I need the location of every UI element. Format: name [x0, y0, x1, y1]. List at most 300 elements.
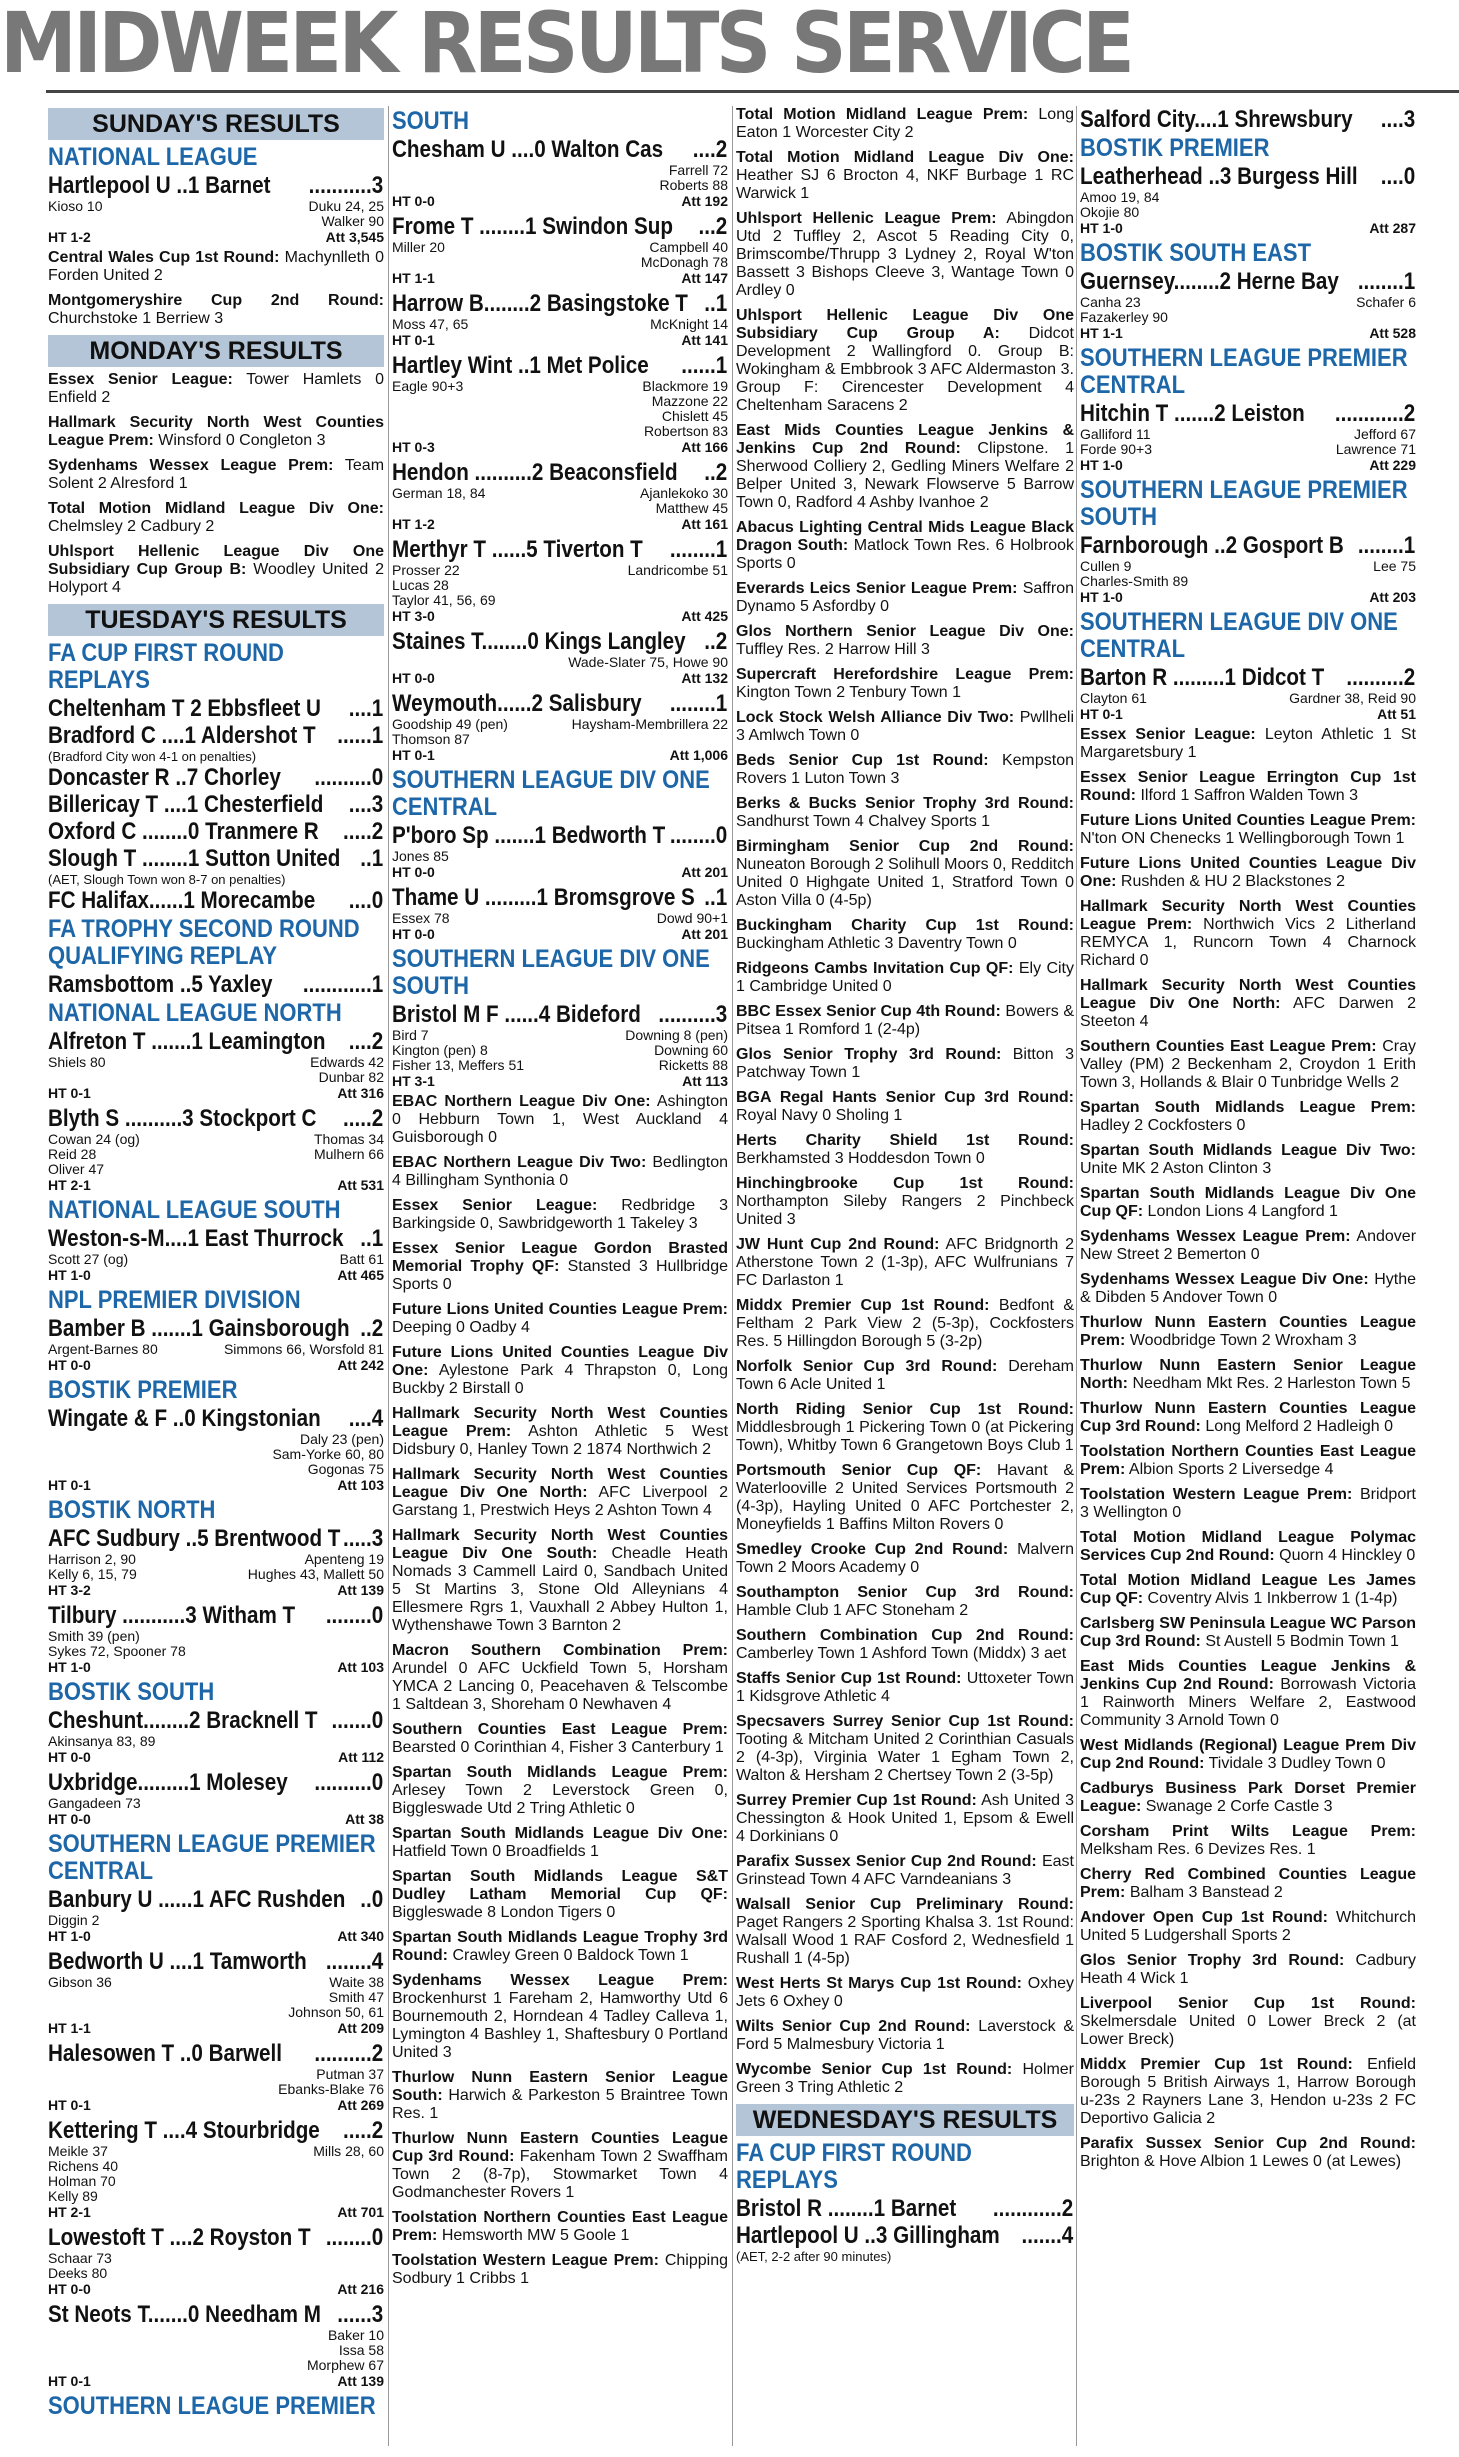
competition-result-text: Berkhamsted 3 Hoddesdon Town 0: [736, 1150, 985, 1167]
competition-result-text: Whitchurch United 5 Ludgershall Sports 2: [1080, 1909, 1416, 1944]
competition-result-text: Ashington 0 Hebburn Town 1, West Auckland 4 Guisborough 0: [392, 1093, 728, 1146]
attendance: Att 147: [681, 270, 728, 286]
home-scorers: Goodship 49 (pen) Thomson 87: [392, 716, 508, 747]
match-score-right: ....4: [348, 1405, 384, 1432]
competition-result-text: N'ton ON Chenecks 1 Wellingborough Town 1: [1080, 830, 1405, 847]
match-score-line: [48, 1707, 383, 1734]
competition-heading: BOSTIK PREMIER: [1080, 134, 1270, 162]
competition-result-text: Buckingham Athletic 3 Daventry Town 0: [736, 935, 1017, 952]
competition-result-text: East Grinstead Town 4 AFC Varndeanians 3: [736, 1853, 1074, 1888]
half-time: HT 0-0: [48, 1749, 91, 1765]
competition-name: Macron Southern Combination Prem:: [392, 1642, 728, 1659]
home-scorers: Gibson 36: [48, 1974, 112, 1990]
competition-results: [736, 917, 1074, 953]
competition-name: Uhlsport Hellenic League Prem:: [736, 210, 997, 227]
match-score-line: [392, 690, 727, 717]
goal-scorers: [392, 379, 728, 439]
competition-result-text: Brockenhurst 1 Fareham 2, Hamworthy Utd 6 Bournemouth 2, Horndean 4 Tadley Calleva 1, Lymington 4 Bashley 1, Shaftesbury 0 Portland United 3: [392, 1990, 728, 2061]
match-score-left: Hendon ..........2 Beaconsfield: [392, 459, 678, 486]
home-scorers: Gangadeen 73: [48, 1795, 141, 1811]
competition-name: Hallmark Security North West Counties League Div One North:: [1080, 977, 1416, 1012]
match-score-right: ........1: [669, 536, 728, 563]
half-time: HT 0-0: [48, 1811, 91, 1827]
away-scorers: Waite 38 Smith 47 Johnson 50, 61: [288, 1974, 384, 2020]
competition-result-text: Hythe & Dibden 5 Andover Town 0: [1080, 1271, 1416, 1306]
competition-result-text: Bowers & Pitsea 1 Romford 1 (2-4p): [736, 1003, 1074, 1038]
competition-results: [1080, 1952, 1416, 1988]
competition-heading: SOUTHERN LEAGUE PREMIER CENTRAL: [1080, 344, 1408, 399]
competition-name: West Herts St Marys Cup 1st Round:: [736, 1975, 1022, 1992]
competition-results: [736, 2061, 1074, 2097]
home-scorers: Eagle 90+3: [392, 378, 464, 394]
competition-name: Smedley Crooke Cup 2nd Round:: [736, 1541, 1009, 1558]
away-scorers: Blackmore 19 Mazzone 22 Chislett 45 Robertson 83: [642, 378, 728, 439]
competition-result-text: Bedfont & Feltham 2 Park View 2 (5-3p), Cockfosters Res. 5 Hillingdon Borough 5 (3-2p): [736, 1297, 1074, 1350]
half-time-attendance: [1080, 220, 1416, 236]
competition-name: Future Lions United Counties League Prem:: [392, 1301, 728, 1318]
competition-name: Spartan South Midlands League Trophy 3rd Round:: [392, 1929, 728, 1964]
match-score-left: Slough T ........1 Sutton United: [48, 845, 341, 872]
competition-name: Hallmark Security North West Counties League Div One South:: [392, 1527, 728, 1562]
competition-results: [736, 666, 1074, 702]
competition-heading: FA TROPHY SECOND ROUND QUALIFYING REPLAY: [48, 915, 360, 970]
competition-name: Hallmark Security North West Counties League Prem:: [392, 1405, 728, 1440]
home-scorers: Amoo 19, 84 Okojie 80: [1080, 189, 1160, 220]
competition-result-text: Northwich Vics 2 Litherland REMYCA 1, Runcorn Town 4 Charnock Richard 0: [1080, 916, 1416, 969]
away-scorers: Thomas 34 Mulhern 66: [313, 1131, 384, 1162]
competition-results: [736, 1975, 1074, 2011]
competition-name: Toolstation Western League Prem:: [1080, 1486, 1353, 1503]
match-score-line: [392, 290, 727, 317]
competition-results: [736, 210, 1074, 300]
half-time-attendance: [48, 2097, 384, 2113]
competition-name: Glos Senior Trophy 3rd Round:: [1080, 1952, 1345, 1969]
away-scorers: Simmons 66, Worsfold 81: [223, 1341, 384, 1357]
half-time-attendance: [392, 270, 728, 286]
competition-name: Southern Counties East League Prem:: [1080, 1038, 1377, 1055]
home-scorers: Prosser 22 Lucas 28 Taylor 41, 56, 69: [392, 562, 496, 608]
match-score-line: [48, 695, 383, 722]
competition-result-text: Saffron Dynamo 5 Asfordby 0: [736, 580, 1074, 615]
competition-name: Supercraft Herefordshire League Prem:: [736, 666, 1074, 683]
half-time: HT 3-2: [48, 1582, 91, 1598]
competition-results: [1080, 1658, 1416, 1730]
competition-results: [736, 1401, 1074, 1455]
half-time-attendance: [392, 332, 728, 348]
competition-heading: BOSTIK PREMIER: [48, 1376, 238, 1404]
competition-result-text: Didcot Development 2 Wallingford 0. Group B: Wokingham & Embbrook 3 AFC Aldermaston 3. Group F: Cirencester Development 4 Cheltenham Saracens 2: [736, 325, 1074, 414]
away-scorers: Wade-Slater 75, Howe 90: [568, 654, 728, 670]
away-scorers: Batt 61: [339, 1251, 384, 1267]
competition-result-text: Brighton & Hove Albion 1 Lewes 0 (at Lewes): [1080, 2153, 1402, 2170]
half-time-attendance: [48, 229, 384, 245]
competition-result-text: Arundel 0 AFC Uckfield Town 5, Horsham YMCA 2 Lancing 0, Peacehaven & Telscombe 1 Saltdean 3, Shoreham 0 Newhaven 4: [392, 1660, 728, 1713]
home-scorers: Meikle 37 Richens 40 Holman 70 Kelly 89: [48, 2143, 119, 2204]
competition-name: Spartan South Midlands League Div One:: [392, 1825, 728, 1842]
competition-heading: SOUTHERN LEAGUE PREMIER SOUTH: [1080, 476, 1408, 531]
match-score-left: Weymouth......2 Salisbury: [392, 690, 642, 717]
half-time-attendance: [392, 926, 728, 942]
half-time-attendance: [48, 1357, 384, 1373]
half-time-attendance: [48, 1477, 384, 1493]
attendance: Att 201: [681, 864, 728, 880]
match-score-left: P'boro Sp .......1 Bedworth T: [392, 822, 666, 849]
match-score-right: ............2: [1334, 400, 1416, 427]
goal-scorers: [392, 240, 728, 270]
competition-name: Future Lions United Counties League Div One:: [392, 1344, 728, 1379]
competition-name: Essex Senior League Errington Cup 1st Round:: [1080, 769, 1416, 804]
competition-results: [392, 2209, 728, 2245]
competition-result-text: Woodley United 2 Holyport 4: [48, 561, 384, 596]
competition-results: [736, 1132, 1074, 1168]
home-scorers: Miller 20: [392, 239, 445, 255]
competition-name: Corsham Print Wilts League Prem:: [1080, 1823, 1416, 1840]
competition-result-text: Long Eaton 1 Worcester City 2: [736, 106, 1074, 141]
match-score-line: [392, 1001, 727, 1028]
goal-scorers: [392, 563, 728, 608]
competition-results: [736, 709, 1074, 745]
competition-results: [1080, 977, 1416, 1031]
goal-scorers: [1080, 427, 1416, 457]
competition-results: [48, 414, 384, 450]
competition-name: Toolstation Northern Counties East League Prem:: [392, 2209, 728, 2244]
competition-name: Cadburys Business Park Dorset Premier League:: [1080, 1780, 1416, 1815]
competition-results: [1080, 1780, 1416, 1816]
match-score-line: [392, 459, 727, 486]
competition-results: [736, 422, 1074, 512]
competition-results: [392, 1764, 728, 1818]
match-score-right: ........1: [1357, 268, 1416, 295]
match-score-left: Bamber B .......1 Gainsborough: [48, 1315, 350, 1342]
match-score-right: ...2: [698, 213, 728, 240]
competition-name: Essex Senior League:: [392, 1197, 598, 1214]
competition-result-text: Machynlleth 0 Forden United 2: [48, 249, 384, 284]
home-scorers: Argent-Barnes 80: [48, 1341, 158, 1357]
match-score-left: Bradford C ....1 Aldershot T: [48, 722, 316, 749]
competition-result-text: Ashton Athletic 5 West Didsbury 0, Hanley Town 2 1874 Northwich 2: [392, 1423, 728, 1458]
competition-name: JW Hunt Cup 2nd Round:: [736, 1236, 940, 1253]
match-score-line: [48, 1105, 383, 1132]
competition-result-text: Kempston Rovers 1 Luton Town 3: [736, 752, 1074, 787]
half-time: HT 3-1: [392, 1073, 435, 1089]
competition-name: Future Lions United Counties League Prem:: [1080, 812, 1416, 829]
competition-name: Walsall Senior Cup Preliminary Round:: [736, 1896, 1074, 1913]
home-scorers: Cowan 24 (og) Reid 28 Oliver 47: [48, 1131, 140, 1177]
page-title: MIDWEEK RESULTS SERVICE: [0, 0, 1132, 86]
competition-heading: FA CUP FIRST ROUND REPLAYS: [736, 2139, 972, 2194]
match-score-right: ..........0: [314, 764, 384, 791]
match-score-right: .....2: [343, 818, 384, 845]
away-scorers: McKnight 14: [650, 316, 728, 332]
match-score-left: Alfreton T .......1 Leamington: [48, 1028, 326, 1055]
match-score-right: ........0: [325, 2224, 384, 2251]
away-scorers: Haysham-Membrillera 22: [571, 716, 728, 732]
match-score-line: [48, 1602, 383, 1629]
half-time: HT 0-1: [48, 1085, 91, 1101]
competition-results: [736, 1003, 1074, 1039]
match-score-right: ........4: [325, 1948, 384, 1975]
competition-results: [736, 960, 1074, 996]
competition-results: [392, 1972, 728, 2062]
match-score-left: Barton R .........1 Didcot T: [1080, 664, 1325, 691]
goal-scorers: [392, 486, 728, 516]
competition-heading: SOUTHERN LEAGUE DIV ONE CENTRAL: [1080, 608, 1398, 663]
competition-result-text: Ilford 1 Saffron Walden Town 3: [1140, 787, 1359, 804]
competition-results: [736, 519, 1074, 573]
home-scorers: Jones 85: [392, 848, 449, 864]
competition-result-text: Ely City 1 Cambridge United 0: [736, 960, 1074, 995]
half-time-attendance: [48, 1085, 384, 1101]
goal-scorers: [48, 2251, 384, 2281]
match-score-left: Tilbury ...........3 Witham T: [48, 1602, 296, 1629]
competition-result-text: Aylestone Park 4 Thrapston 0, Long Buckby 2 Birstall 0: [392, 1362, 728, 1397]
competition-name: Essex Senior League:: [48, 371, 233, 388]
match-score-line: [392, 352, 727, 379]
competition-result-text: Bridport 3 Wellington 0: [1080, 1486, 1416, 1521]
match-score-left: Bristol M F ......4 Bideford: [392, 1001, 641, 1028]
competition-results: [736, 795, 1074, 831]
competition-name: Liverpool Senior Cup 1st Round:: [1080, 1995, 1416, 2012]
attendance: Att 51: [1377, 706, 1416, 722]
match-score-right: ......1: [337, 722, 384, 749]
home-scorers: Scott 27 (og): [48, 1251, 129, 1267]
home-scorers: Clayton 61: [1080, 690, 1147, 706]
goal-scorers: [392, 717, 728, 747]
home-scorers: Essex 78: [392, 910, 450, 926]
match-score-right: ..1: [360, 845, 384, 872]
competition-results: [1080, 1529, 1416, 1565]
competition-results: [1080, 2056, 1416, 2128]
away-scorers: Gardner 38, Reid 90: [1289, 690, 1416, 706]
competition-result-text: Dereham Town 6 Acle United 1: [736, 1358, 1074, 1393]
competition-result-text: Balham 3 Banstead 2: [1129, 1884, 1283, 1901]
attendance: Att 531: [337, 1177, 384, 1193]
competition-name: Portsmouth Senior Cup QF:: [736, 1462, 982, 1479]
competition-results: [736, 1297, 1074, 1351]
competition-results: [1080, 1357, 1416, 1393]
match-score-line: [48, 1948, 383, 1975]
competition-results: [736, 106, 1074, 142]
match-score-left: Thame U .........1 Bromsgrove S: [392, 884, 695, 911]
half-time-attendance: [392, 670, 728, 686]
competition-result-text: Nuneaton Borough 2 Solihull Moors 0, Redditch United 0 Highgate United 1, Stratford Town 0 Aston Villa 0 (4-5p): [736, 856, 1074, 909]
competition-results: [392, 2252, 728, 2288]
competition-name: EBAC Northern League Div One:: [392, 1093, 651, 1110]
competition-name: Thurlow Nunn Eastern Counties League Cup 3rd Round:: [392, 2130, 728, 2165]
half-time: HT 0-0: [392, 193, 435, 209]
goal-scorers: [48, 1432, 384, 1477]
competition-result-text: Fakenham Town 2 Swaffham Town 2 (8-7p), Stowmarket Town 4 Godmanchester Rovers 1: [392, 2148, 728, 2201]
competition-name: Future Lions United Counties League Div One:: [1080, 855, 1416, 890]
competition-name: Hinchingbrooke Cup 1st Round:: [736, 1175, 1074, 1192]
competition-result-text: Sandhurst Town 4 Chalvey Sports 1: [736, 813, 991, 830]
competition-result-text: Crawley Green 0 Baldock Town 1: [452, 1947, 689, 1964]
match-score-left: Weston-s-M....1 East Thurrock: [48, 1225, 344, 1252]
competition-results: [392, 1093, 728, 1147]
goal-scorers: [392, 317, 728, 332]
match-score-left: Merthyr T ......5 Tiverton T: [392, 536, 643, 563]
away-scorers: Lee 75: [1373, 558, 1416, 574]
away-scorers: Daly 23 (pen) Sam-Yorke 60, 80 Gogonas 75: [272, 1431, 384, 1477]
goal-scorers: [392, 849, 728, 864]
results-column-2: [392, 106, 728, 2446]
competition-results: [1080, 1314, 1416, 1350]
match-score-right: ....1: [348, 695, 384, 722]
competition-result-text: Chipping Sodbury 1 Cribbs 1: [392, 2252, 728, 2287]
match-score-left: Hitchin T .......2 Leiston: [1080, 400, 1305, 427]
home-scorers: Kioso 10: [48, 198, 103, 214]
half-time: HT 1-2: [392, 516, 435, 532]
day-heading: TUESDAY'S RESULTS: [48, 604, 384, 636]
competition-result-text: Harwich & Parkeston 5 Braintree Town Res. 1: [392, 2087, 728, 2122]
competition-results: [736, 838, 1074, 910]
competition-heading: NATIONAL LEAGUE NORTH: [48, 999, 342, 1027]
competition-name: Spartan South Midlands League S&T Dudley Latham Memorial Cup QF:: [392, 1868, 728, 1903]
competition-name: Parafix Sussex Senior Cup 2nd Round:: [736, 1853, 1037, 1870]
competition-results: [1080, 1572, 1416, 1608]
match-score-left: Guernsey........2 Herne Bay: [1080, 268, 1339, 295]
competition-name: Ridgeons Cambs Invitation Cup QF:: [736, 960, 1014, 977]
competition-results: [1080, 898, 1416, 970]
title-rule: [46, 90, 1459, 93]
competition-name: Middx Premier Cup 1st Round:: [736, 1297, 990, 1314]
competition-name: Uhlsport Hellenic League Div One Subsidiary Cup Group B:: [48, 543, 384, 578]
match-score-left: Staines T........0 Kings Langley: [392, 628, 686, 655]
competition-name: Toolstation Western League Prem:: [392, 2252, 659, 2269]
goal-scorers: [48, 1342, 384, 1357]
match-score-line: [48, 764, 383, 791]
goal-scorers: [48, 2144, 384, 2204]
competition-name: Spartan South Midlands League Div Two:: [1080, 1142, 1416, 1159]
match-note: (AET, Slough Town won 8-7 on penalties): [48, 872, 286, 887]
match-score-left: Bristol R ........1 Barnet: [736, 2195, 957, 2222]
day-heading: MONDAY'S RESULTS: [48, 335, 384, 367]
home-scorers: Harrison 2, 90 Kelly 6, 15, 79: [48, 1551, 137, 1582]
competition-name: Birmingham Senior Cup 2nd Round:: [736, 838, 1074, 855]
goal-scorers: [48, 1252, 384, 1267]
goal-scorers: [48, 1734, 384, 1749]
competition-heading: SOUTHERN LEAGUE DIV ONE CENTRAL: [392, 766, 710, 821]
competition-name: Thurlow Nunn Eastern Senior League South:: [392, 2069, 728, 2104]
half-time: HT 1-1: [48, 2020, 91, 2036]
competition-result-text: Middlesbrough 1 Pickering Town 0 (at Pickering Town), Whitby Town 6 Grangetown Boys Club 1: [736, 1419, 1074, 1454]
competition-name: East Mids Counties League Jenkins & Jenkins Cup 2nd Round:: [736, 422, 1074, 457]
competition-name: North Riding Senior Cup 1st Round:: [736, 1401, 1074, 1418]
attendance: Att 139: [337, 1582, 384, 1598]
competition-results: [736, 1713, 1074, 1785]
competition-name: Wilts Senior Cup 2nd Round:: [736, 2018, 971, 2035]
half-time-attendance: [392, 608, 728, 624]
goal-scorers: [48, 1975, 384, 2020]
half-time: HT 0-1: [392, 747, 435, 763]
goal-scorers: [48, 1552, 384, 1582]
match-score-line: [48, 1525, 383, 1552]
match-score-line: [1080, 106, 1415, 133]
competition-results: [736, 1627, 1074, 1663]
match-score-line: [48, 1225, 383, 1252]
competition-heading: FA CUP FIRST ROUND REPLAYS: [48, 639, 284, 694]
match-score-right: ............1: [302, 971, 384, 998]
competition-heading: SOUTHERN LEAGUE PREMIER CENTRAL: [48, 1830, 376, 1885]
half-time: HT 1-0: [48, 1928, 91, 1944]
competition-name: Berks & Bucks Senior Trophy 3rd Round:: [736, 795, 1074, 812]
match-score-line: [48, 1315, 383, 1342]
goal-scorers: [48, 1913, 384, 1928]
competition-result-text: Pwllheli 3 Amlwch Town 0: [736, 709, 1074, 744]
competition-results: [1080, 1038, 1416, 1092]
away-scorers: Edwards 42 Dunbar 82: [310, 1054, 384, 1085]
half-time-attendance: [392, 193, 728, 209]
competition-results: [392, 1154, 728, 1190]
competition-result-text: Leyton Athletic 1 St Margaretsbury 1: [1080, 726, 1416, 761]
attendance: Att 209: [337, 2020, 384, 2036]
competition-results: [736, 1896, 1074, 1968]
away-scorers: Schafer 6: [1356, 294, 1416, 310]
goal-scorers: [392, 911, 728, 926]
match-score-right: ...........3: [308, 172, 384, 199]
competition-results: [392, 1240, 728, 1294]
half-time: HT 2-1: [48, 1177, 91, 1193]
home-scorers: Canha 23 Fazakerley 90: [1080, 294, 1168, 325]
match-score-line: [48, 1886, 383, 1913]
competition-result-text: Tuffley Res. 2 Harrow Hill 3: [736, 641, 930, 658]
goal-scorers: [48, 1629, 384, 1659]
match-score-left: Oxford C ........0 Tranmere R: [48, 818, 319, 845]
goal-scorers: [1080, 559, 1416, 589]
match-score-left: Leatherhead ..3 Burgess Hill: [1080, 163, 1358, 190]
match-score-line: [48, 1405, 383, 1432]
competition-result-text: Hadley 2 Cockfosters 0: [1080, 1117, 1246, 1134]
competition-result-text: Albion Sports 2 Liversedge 4: [1128, 1461, 1334, 1478]
half-time-attendance: [48, 1928, 384, 1944]
competition-name: Spartan South Midlands League Prem:: [392, 1764, 728, 1781]
half-time-attendance: [48, 1267, 384, 1283]
competition-results: [392, 1344, 728, 1398]
home-scorers: Bird 7 Kington (pen) 8 Fisher 13, Meffers 51: [392, 1027, 525, 1073]
competition-results: [48, 543, 384, 597]
attendance: Att 465: [337, 1267, 384, 1283]
competition-result-text: Cray Valley (PM) 2 Beckenham 2, Croydon 1 Erith Town 3, Hollands & Blair 0 Tunbridge Wells 2: [1080, 1038, 1416, 1091]
competition-name: Total Motion Midland League Prem:: [736, 106, 1029, 123]
match-score-left: Ramsbottom ..5 Yaxley: [48, 971, 273, 998]
attendance: Att 38: [345, 1811, 384, 1827]
match-score-left: Lowestoft T ....2 Royston T: [48, 2224, 311, 2251]
match-score-right: .....2: [343, 1105, 384, 1132]
competition-name: Essex Senior League Gordon Brasted Memorial Trophy QF:: [392, 1240, 728, 1275]
half-time: HT 0-0: [392, 670, 435, 686]
home-scorers: Moss 47, 65: [392, 316, 469, 332]
attendance: Att 192: [681, 193, 728, 209]
match-score-left: Salford City....1 Shrewsbury: [1080, 106, 1353, 133]
match-score-line: [392, 536, 727, 563]
half-time: HT 0-1: [48, 2373, 91, 2389]
competition-results: [1080, 1271, 1416, 1307]
match-score-right: ..........3: [658, 1001, 728, 1028]
competition-name: Lock Stock Welsh Alliance Div Two:: [736, 709, 1015, 726]
day-heading: SUNDAY'S RESULTS: [48, 108, 384, 140]
competition-results: [736, 307, 1074, 415]
attendance: Att 701: [337, 2204, 384, 2220]
match-score-line: [392, 213, 727, 240]
half-time-attendance: [48, 2281, 384, 2297]
competition-result-text: Bitton 3 Patchway Town 1: [736, 1046, 1074, 1081]
competition-result-text: London Lions 4 Langford 1: [1147, 1203, 1338, 1220]
half-time-attendance: [1080, 325, 1416, 341]
competition-name: Glos Senior Trophy 3rd Round:: [736, 1046, 1002, 1063]
competition-results: [736, 1358, 1074, 1394]
results-column-4: [1080, 106, 1416, 2446]
competition-result-text: Arlesey Town 2 Leverstock Green 0, Biggleswade Utd 2 Tring Athletic 0: [392, 1782, 728, 1817]
